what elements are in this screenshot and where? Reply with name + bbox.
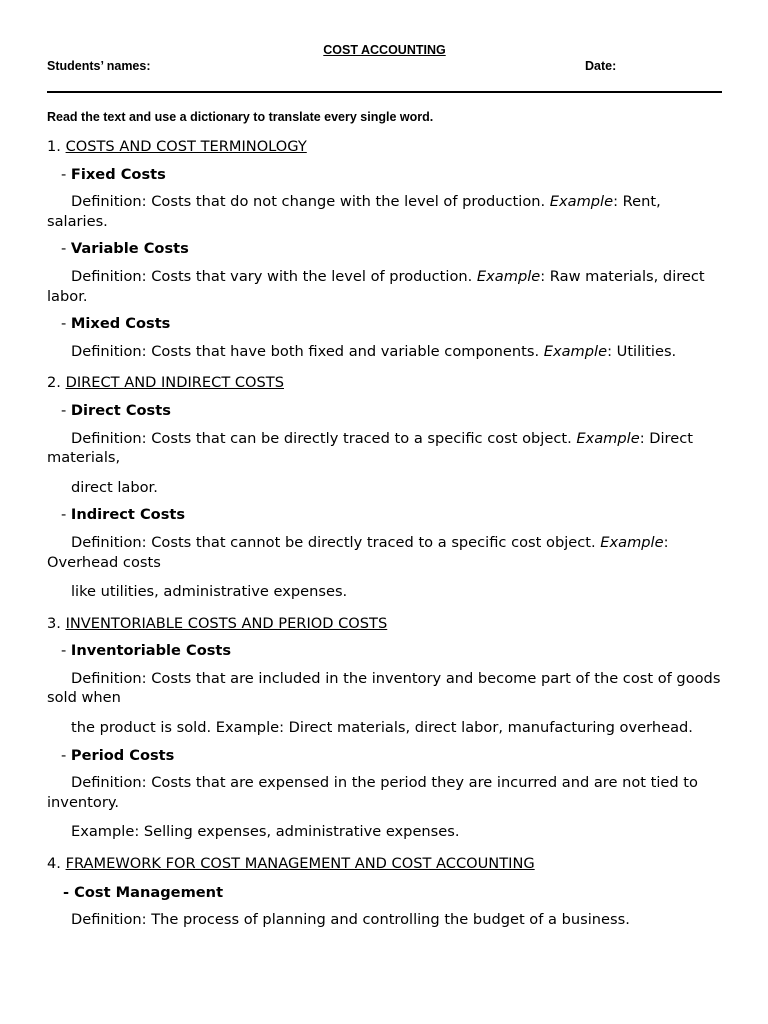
section-heading-4 — [47, 852, 722, 874]
term-label: Variable Costs — [70, 240, 189, 258]
definition-cost-management: Definition: The process of planning and controlling the budget of a business. — [71, 911, 630, 929]
definition-mixed-costs — [47, 342, 722, 362]
term-direct-costs — [47, 401, 722, 421]
students-names-label: Students’ names: — [47, 59, 151, 73]
section-number: 4. — [47, 855, 66, 873]
definition-continuation: like utilities, administrative expenses. — [71, 583, 348, 601]
section-title: FRAMEWORK FOR COST MANAGEMENT AND COST ACCOUNTING — [65, 855, 535, 873]
example-text: : Direct materials, — [47, 429, 693, 467]
bullet-dash: - — [61, 315, 71, 333]
term-label: Fixed Costs — [70, 165, 166, 183]
definition-text: Definition: Costs that can be directly traced to a specific cost object. — [71, 429, 577, 447]
bullet-dash: - — [61, 642, 71, 660]
example-text: : Raw materials, direct labor. — [47, 267, 705, 305]
definition-text: Definition: Costs that do not change with the level of production. — [71, 193, 550, 211]
section-number: 1. — [47, 138, 66, 155]
definition-variable-costs — [47, 267, 722, 306]
definition-direct-costs — [47, 429, 722, 468]
definition-text: Definition: Costs that have both fixed and variable components. — [71, 342, 544, 360]
bullet-dash: - — [61, 746, 71, 764]
term-label: Direct Costs — [70, 401, 171, 419]
definition-continuation: the product is sold. Example: Direct materials, direct labor, manufacturing overhead. — [71, 719, 693, 737]
example-text: : Utilities. — [607, 342, 677, 360]
document-title: COST ACCOUNTING — [323, 43, 446, 57]
term-mixed-costs — [47, 314, 722, 334]
section-title: COSTS AND COST TERMINOLOGY — [65, 138, 307, 155]
date-label: Date: — [585, 59, 617, 73]
example-label: Example — [543, 342, 608, 360]
definition-inventoriable-costs: Definition: Costs that are included in the inventory and become part of the cost of goods sold when — [47, 669, 721, 707]
term-label: Mixed Costs — [70, 315, 171, 333]
definition-period-costs: Definition: Costs that are expensed in the period they are incurred and are not tied to inventory. — [47, 774, 698, 811]
definition-indirect-costs — [47, 533, 722, 572]
term-label: Cost Management — [74, 883, 224, 901]
bullet-dash: - — [61, 506, 71, 524]
bullet-dash: - — [61, 240, 71, 258]
term-period-costs — [47, 746, 722, 766]
term-label: Indirect Costs — [70, 506, 186, 524]
section-number: 3. — [47, 614, 66, 632]
instructions: Read the text and use a dictionary to translate every single word. — [47, 110, 434, 124]
term-indirect-costs — [47, 505, 722, 525]
document-body — [47, 135, 722, 930]
section-title: INVENTORIABLE COSTS AND PERIOD COSTS — [65, 614, 388, 632]
section-title: DIRECT AND INDIRECT COSTS — [65, 374, 284, 392]
example-label: Example — [476, 267, 541, 285]
section-heading-3 — [47, 612, 722, 634]
example-label: Example — [576, 429, 640, 447]
term-label: Period Costs — [70, 746, 175, 764]
definition-text: Definition: Costs that vary with the level of production. — [71, 267, 477, 285]
section-heading-2 — [47, 371, 722, 393]
term-fixed-costs — [47, 165, 722, 185]
term-inventoriable-costs — [47, 641, 722, 661]
term-variable-costs — [47, 239, 722, 259]
definition-text: Definition: Costs that cannot be directly traced to a specific cost object. — [71, 533, 601, 551]
example-label: Example — [549, 193, 614, 211]
example-text: : Overhead costs — [47, 533, 669, 571]
example-label: Example — [600, 533, 664, 551]
term-label: Inventoriable Costs — [70, 642, 232, 660]
bullet-dash: - — [61, 401, 71, 419]
section-number: 2. — [47, 374, 66, 392]
definition-fixed-costs — [47, 192, 722, 231]
definition-continuation: direct labor. — [71, 478, 158, 496]
definition-continuation: Example: Selling expenses, administrative expenses. — [71, 823, 460, 841]
bullet-dash: - — [61, 165, 71, 183]
header-rule — [47, 91, 722, 93]
term-cost-management — [47, 883, 722, 903]
bullet-dash: - — [63, 883, 75, 901]
example-text: : Rent, salaries. — [47, 193, 661, 230]
section-heading-1 — [47, 135, 722, 157]
